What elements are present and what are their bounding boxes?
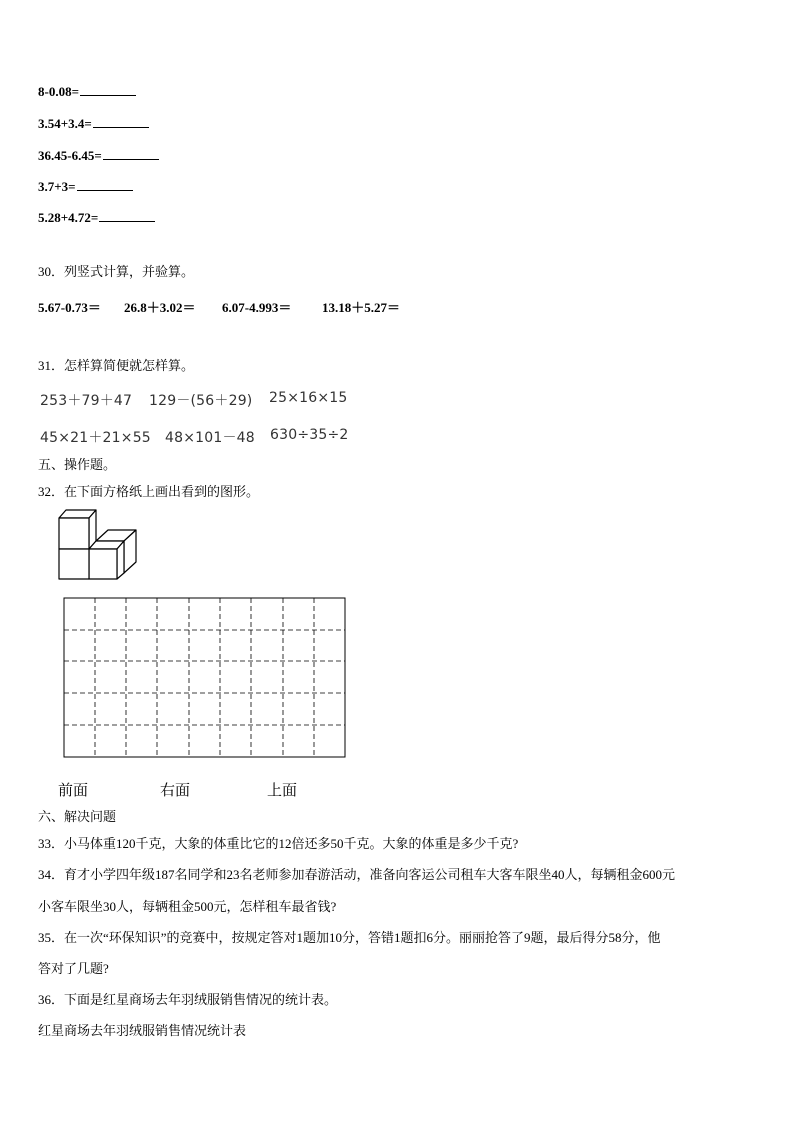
answer-expr: 3.7+3= <box>38 179 76 194</box>
cube-figure <box>56 508 140 582</box>
answer-item-2 <box>38 116 149 132</box>
q32-title: 32．在下面方格纸上画出看到的图形。 <box>38 484 260 499</box>
answer-item-1 <box>38 84 136 100</box>
answer-expr: 5.28+4.72= <box>38 210 99 225</box>
q30-item-3: 6.07-4.993＝ <box>222 300 292 315</box>
q30-title: 30．列竖式计算，并验算。 <box>38 264 195 279</box>
grid-paper[interactable] <box>63 597 347 759</box>
answer-expr: 8-0.08= <box>38 84 79 99</box>
answer-blank[interactable] <box>99 211 155 222</box>
q36-text: 36．下面是红星商场去年羽绒服销售情况的统计表。 <box>38 992 338 1007</box>
q31-expr: 45×21＋21×55 <box>40 430 151 446</box>
answer-expr: 36.45-6.45= <box>38 148 102 163</box>
section-heading: 五、操作题。 <box>38 457 117 472</box>
section-heading: 六、解决问题 <box>38 809 117 824</box>
view-label-front: 前面 <box>58 783 89 799</box>
q30-item-2: 26.8＋3.02＝ <box>124 300 196 315</box>
q31-expr: 253＋79＋47 <box>40 393 133 409</box>
q31-title: 31．怎样算简便就怎样算。 <box>38 358 195 373</box>
answer-blank[interactable] <box>103 149 159 160</box>
answer-blank[interactable] <box>93 117 149 128</box>
q31-expr: 48×101－48 <box>165 430 255 446</box>
answer-blank[interactable] <box>77 180 133 191</box>
answer-expr: 3.54+3.4= <box>38 116 92 131</box>
answer-item-5 <box>38 210 155 226</box>
view-label-right: 右面 <box>160 783 191 799</box>
q35-line-2: 答对了几题? <box>38 961 109 976</box>
q35-line-1: 35．在一次“环保知识”的竞赛中，按规定答对1题加10分，答错1题扣6分。丽丽抢答了9题，最后得分58分，他 <box>38 930 661 945</box>
view-label-top: 上面 <box>267 783 298 799</box>
q30-item-4: 13.18＋5.27＝ <box>322 300 401 315</box>
q34-line-2: 小客车限坐30人，每辆租金500元，怎样租车最省钱? <box>38 899 337 914</box>
q33-text: 33．小马体重120千克，大象的体重比它的12倍还多50千克。大象的体重是多少千克? <box>38 836 519 851</box>
q36-table-title: 红星商场去年羽绒服销售情况统计表 <box>38 1023 247 1038</box>
answer-blank[interactable] <box>80 85 136 96</box>
q34-line-1: 34．育才小学四年级187名同学和23名老师参加春游活动，准备向客运公司租车大客车限坐40人，每辆租金600元 <box>38 867 676 882</box>
answer-item-4 <box>38 179 133 195</box>
q31-expr: 129－(56＋29) <box>149 393 253 409</box>
answer-item-3 <box>38 148 159 164</box>
q31-expr: 630÷35÷2 <box>270 427 349 443</box>
q30-item-1: 5.67-0.73＝ <box>38 300 101 315</box>
q31-expr: 25×16×15 <box>269 390 348 406</box>
